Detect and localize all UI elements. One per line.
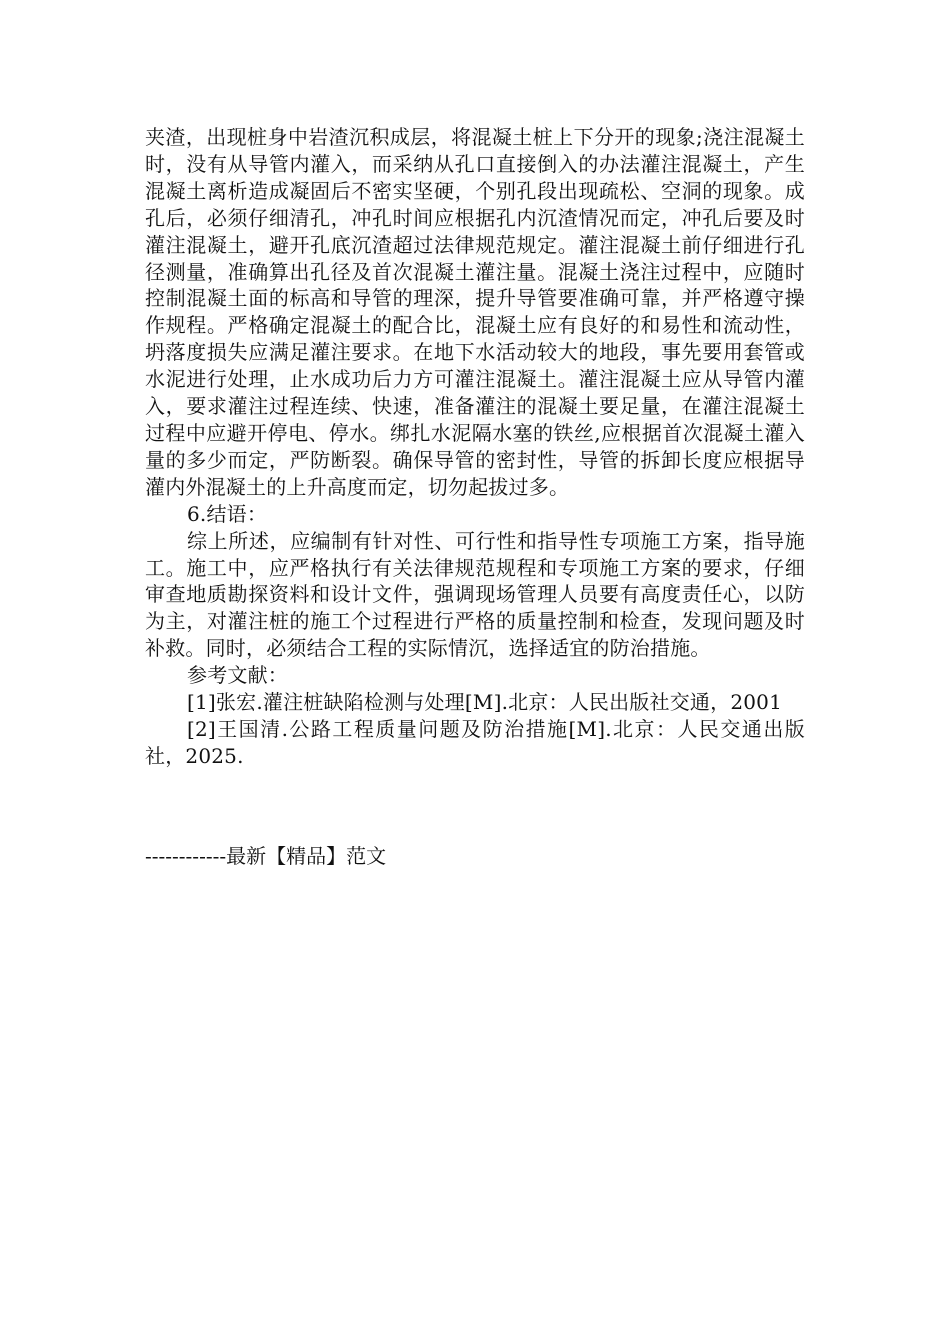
reference-item-1: [1]张宏.灌注桩缺陷检测与处理[M].北京：人民出版社交通，2001 [187,690,783,715]
document-body [145,124,805,770]
paragraph-continuation: 夹渣，出现桩身中岩渣沉积成层，将混凝土桩上下分开的现象;浇注混凝土时，没有从导管内灌入，而采纳从孔口直接倒入的办法灌注混凝土，产生混凝土离析造成凝固后不密实坚硬，个别孔段出现疏松、空洞的现象。成孔后，必须仔细清孔，冲孔时间应根据孔内沉渣情况而定，冲孔后要及时灌注混凝土，避开孔底沉渣超过法律规范规定。灌注混凝土前仔细进行孔径测量，准确算出孔径及首次混凝土灌注量。混凝土浇注过程中，应随时控制混凝土面的标高和导管的理深，提升导管要准确可靠，并严格遵守操作规程。严格确定混凝土的配合比，混凝土应有良好的和易性和流动性，坍落度损失应满足灌注要求。在地下水活动较大的地段，事先要用套管或水泥进行处理，止水成功后力方可灌注混凝土。灌注混凝土应从导管内灌入，要求灌注过程连续、快速，准备灌注的混凝土要足量，在灌注混凝土过程中应避开停电、停水。绑扎水泥隔水塞的铁丝,应根据首次混凝土灌入量的多少而定，严防断裂。确保导管的密封性，导管的拆卸长度应根据导灌内外混凝土的上升高度而定，切勿起拔过多。 [145,125,805,499]
references-heading: 参考文献： [187,663,288,688]
footer-label: ------------最新【精品】范文 [145,844,387,868]
reference-item-2: [2]王国清.公路工程质量问题及防治措施[M].北京：人民交通出版社，2025. [145,716,805,768]
paragraph-conclusion: 综上所述，应编制有针对性、可行性和指导性专项施工方案，指导施工。施工中，应严格执行有关法律规范规程和专项施工方案的要求，仔细审查地质勘探资料和设计文件，强调现场管理人员要有高度责任心，以防为主，对灌注桩的施工个过程进行严格的质量控制和检查，发现问题及时补救。同时，必须结合工程的实际情沉，选择适宜的防治措施。 [145,528,805,661]
section-heading-conclusion: 6.结语： [187,501,268,526]
